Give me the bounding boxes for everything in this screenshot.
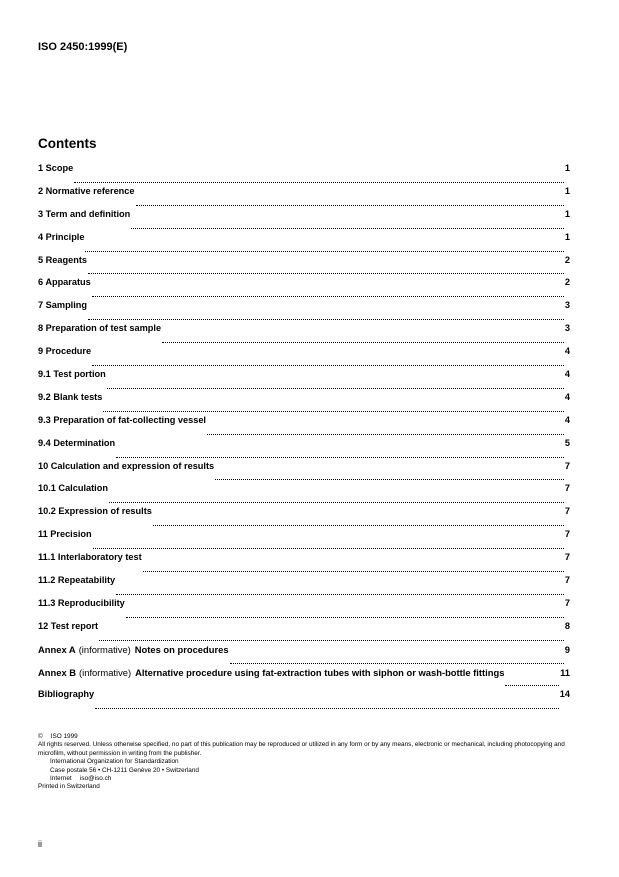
toc-row[interactable]: [38, 163, 570, 186]
toc-page-number: 7: [564, 483, 570, 494]
dot-leader: [126, 617, 564, 618]
toc-row[interactable]: [38, 438, 570, 461]
toc-entry-title: 10 Calculation and expression of results: [38, 460, 215, 471]
toc-annex-row[interactable]: [38, 667, 570, 690]
toc-page-number: 4: [564, 391, 570, 402]
toc-entry-title: 7 Sampling: [38, 300, 88, 311]
copyright-year: ISO 1999: [50, 733, 78, 740]
page-number: ii: [38, 839, 42, 849]
toc-entry-title: 9.1 Test portion: [38, 369, 106, 380]
dot-leader: [92, 296, 564, 297]
toc-row[interactable]: [38, 415, 570, 438]
document-id: ISO 2450:1999(E): [38, 41, 128, 53]
toc-annex-row[interactable]: [38, 644, 570, 667]
toc-page-number: 1: [564, 231, 570, 242]
toc-page-number: 3: [564, 300, 570, 311]
dot-leader: [109, 502, 564, 503]
rights-statement: All rights reserved. Unless otherwise specified, no part of this publication may be reproduced or utilized in any form or by any means, electronic or mechanical, including photocopying and microfilm, without permission in writing from the publisher.: [38, 741, 565, 757]
toc-page-number: 9: [564, 643, 570, 655]
toc-row[interactable]: [38, 621, 570, 644]
toc-row[interactable]: [38, 529, 570, 552]
toc-entry-title: 5 Reagents: [38, 254, 88, 265]
toc-page-number: 7: [564, 460, 570, 471]
dot-leader: [88, 319, 564, 320]
toc-page-number: 5: [564, 437, 570, 448]
annex-kind: (informative): [78, 643, 131, 655]
toc-entry-title: 11 Precision: [38, 529, 92, 540]
toc-page-number: 1: [564, 185, 570, 196]
dot-leader: [230, 663, 564, 664]
toc-row[interactable]: [38, 209, 570, 232]
toc-page-number: 2: [564, 254, 570, 265]
dot-leader: [215, 479, 564, 480]
dot-leader: [103, 411, 564, 412]
copyright-symbol: ©: [38, 733, 43, 740]
toc-row[interactable]: [38, 323, 570, 346]
toc-entry-title: 9.4 Determination: [38, 437, 116, 448]
toc-entry-title: 4 Principle: [38, 231, 85, 242]
toc-row[interactable]: [38, 232, 570, 255]
toc-entry-title: 9.2 Blank tests: [38, 391, 103, 402]
internet-address: iso@iso.ch: [80, 775, 112, 783]
internet-label: Internet: [50, 775, 72, 783]
toc-entry-title: 10.1 Calculation: [38, 483, 108, 494]
toc-entry-title: 11.2 Repeatability: [38, 575, 116, 586]
bibliography-title: Bibliography: [38, 689, 95, 700]
dot-leader: [74, 182, 564, 183]
toc-page-number: 14: [559, 689, 570, 700]
toc-row[interactable]: [38, 369, 570, 392]
toc-entry-title: 3 Term and definition: [38, 208, 131, 219]
dot-leader: [207, 434, 564, 435]
toc-entry-title: 1 Scope: [38, 163, 74, 173]
org-name: International Organization for Standardization: [50, 758, 179, 766]
annex-heading: [38, 644, 229, 655]
toc-page-number: 4: [564, 369, 570, 380]
dot-leader: [116, 594, 564, 595]
toc-page-number: 4: [564, 346, 570, 357]
toc-row[interactable]: [38, 598, 570, 621]
toc-row[interactable]: [38, 483, 570, 506]
dot-leader: [136, 205, 564, 206]
toc-row[interactable]: [38, 552, 570, 575]
dot-leader: [162, 342, 564, 343]
toc-page-number: 7: [564, 529, 570, 540]
dot-leader: [116, 457, 564, 458]
toc-row[interactable]: [38, 300, 570, 323]
toc-row[interactable]: [38, 277, 570, 300]
toc-row[interactable]: [38, 392, 570, 415]
toc-bibliography-row[interactable]: [38, 689, 570, 712]
toc-page-number: 1: [564, 208, 570, 219]
toc-row[interactable]: [38, 186, 570, 209]
toc-entry-title: 11.1 Interlaboratory test: [38, 552, 142, 563]
dot-leader: [505, 685, 559, 686]
toc-page-number: 8: [564, 620, 570, 631]
toc-page-number: 7: [564, 597, 570, 608]
dot-leader: [95, 708, 559, 709]
annex-label: Annex B: [38, 666, 77, 678]
dot-leader: [143, 571, 564, 572]
toc-entry-title: 9 Procedure: [38, 346, 92, 357]
toc-row[interactable]: [38, 506, 570, 529]
toc-page-number: 7: [564, 506, 570, 517]
dot-leader: [131, 228, 564, 229]
toc-page-number: 11: [560, 666, 570, 678]
annex-kind: (informative): [79, 666, 132, 678]
toc-page-number: 4: [564, 414, 570, 425]
toc-entry-title: 6 Apparatus: [38, 277, 91, 288]
table-of-contents: [38, 163, 570, 712]
toc-entry-title: 10.2 Expression of results: [38, 506, 152, 517]
toc-page-number: 3: [564, 323, 570, 334]
toc-row[interactable]: [38, 575, 570, 598]
toc-page-number: 1: [564, 163, 570, 173]
toc-entry-title: 11.3 Reproducibility: [38, 597, 125, 608]
toc-entry-title: 8 Preparation of test sample: [38, 323, 162, 334]
annex-title: Alternative procedure using fat-extraction tubes with siphon or wash-bottle fittings: [135, 666, 505, 678]
dot-leader: [153, 525, 564, 526]
toc-row[interactable]: [38, 461, 570, 484]
toc-entry-title: 9.3 Preparation of fat-collecting vessel: [38, 414, 206, 425]
toc-row[interactable]: [38, 346, 570, 369]
copyright-notice: [38, 733, 578, 792]
annex-heading: [38, 667, 504, 678]
dot-leader: [107, 388, 564, 389]
toc-entry-title: 12 Test report: [38, 620, 99, 631]
dot-leader: [93, 548, 564, 549]
contents-heading: Contents: [38, 136, 97, 151]
toc-page-number: 7: [564, 575, 570, 586]
printed-in: Printed in Switzerland: [38, 783, 100, 791]
dot-leader: [99, 640, 564, 641]
toc-entry-title: 2 Normative reference: [38, 185, 135, 196]
org-address: Case postale 56 • CH-1211 Genève 20 • Switzerland: [50, 766, 199, 774]
toc-row[interactable]: [38, 255, 570, 278]
toc-page-number: 7: [564, 552, 570, 563]
dot-leader: [88, 273, 564, 274]
dot-leader: [92, 365, 564, 366]
annex-label: Annex A: [38, 643, 76, 655]
dot-leader: [85, 251, 563, 252]
annex-title: Notes on procedures: [134, 643, 229, 655]
toc-page-number: 2: [564, 277, 570, 288]
